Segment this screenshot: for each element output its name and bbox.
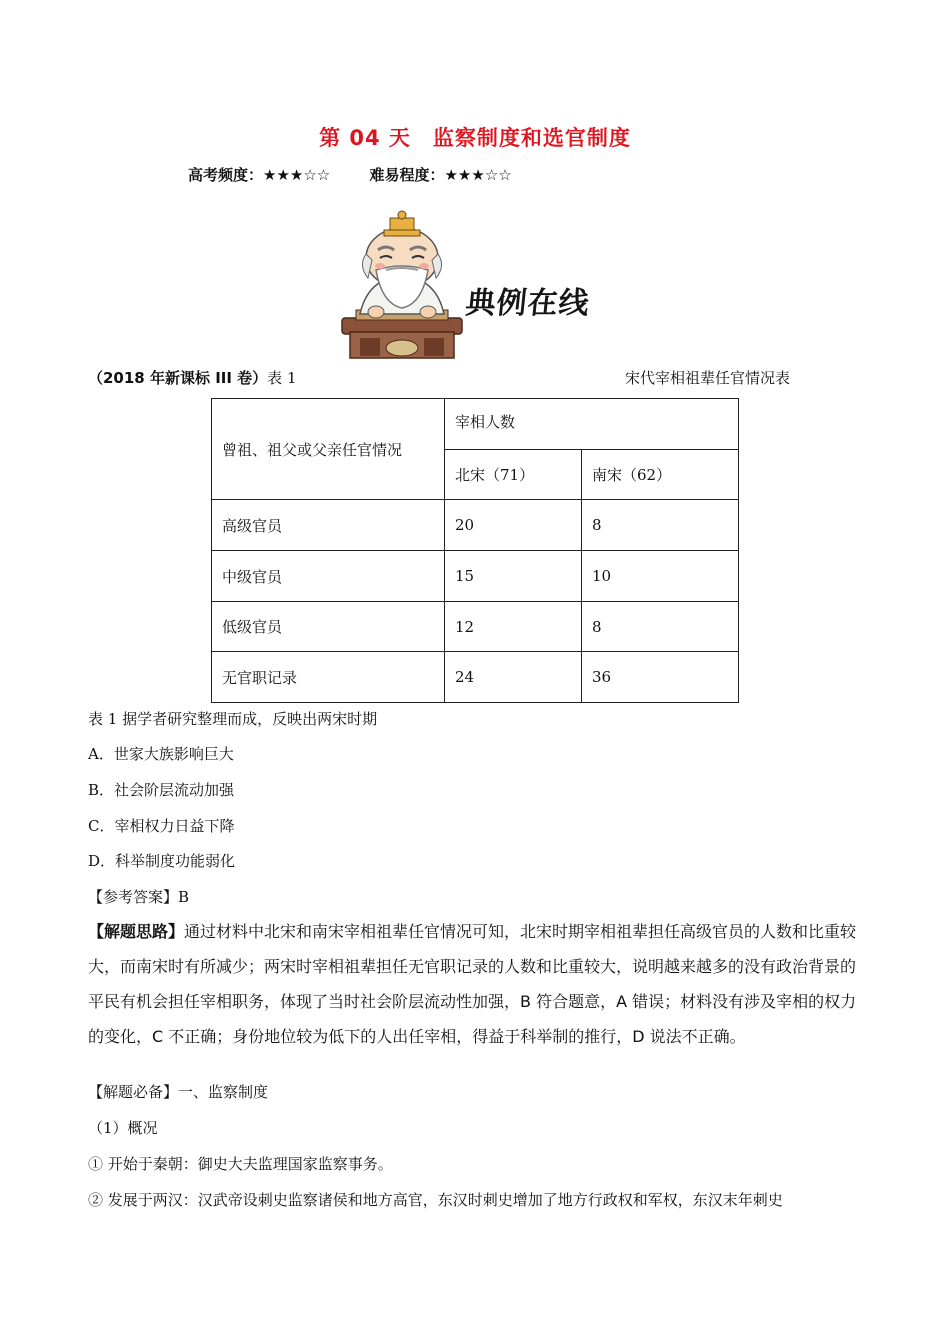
- source-suffix: 表 1: [267, 369, 297, 387]
- knowledge-label: 【解题必备】: [88, 1083, 179, 1101]
- option-c: C．宰相权力日益下降: [88, 817, 235, 835]
- knowledge-item: ② 发展于两汉：汉武帝设刺史监察诸侯和地方高官，东汉时刺史增加了地方行政权和军权，东汉末年刺史: [88, 1191, 783, 1209]
- option-a: A．世家大族影响巨大: [88, 745, 234, 763]
- knowledge-title: 一、监察制度: [178, 1083, 269, 1101]
- analysis-label: 【解题思路】: [88, 922, 185, 941]
- cell-north: 15: [445, 551, 582, 602]
- table-row: [212, 652, 739, 703]
- row-label: 中级官员: [212, 551, 445, 602]
- column-header-north: 北宋（71）: [445, 450, 582, 500]
- mascot-illustration: [338, 208, 628, 364]
- analysis-paragraph: [88, 914, 866, 1054]
- page-title: [0, 122, 950, 152]
- table-row: [212, 551, 739, 602]
- row-label: 低级官员: [212, 602, 445, 652]
- cell-south: 8: [582, 602, 739, 652]
- cell-south: 36: [582, 652, 739, 703]
- source-prefix: （2018 年新课标 III 卷）: [88, 369, 268, 387]
- row-label: 无官职记录: [212, 652, 445, 703]
- cell-north: 20: [445, 500, 582, 551]
- row-label: 高级官员: [212, 500, 445, 551]
- table-header-row: [212, 399, 739, 450]
- question-source: [88, 367, 296, 388]
- cell-south: 8: [582, 500, 739, 551]
- table-caption: 宋代宰相祖辈任官情况表: [625, 369, 791, 387]
- table-row: [212, 602, 739, 652]
- cell-south: 10: [582, 551, 739, 602]
- data-table: [211, 398, 739, 703]
- exam-frequency: 高考频度：★★★☆☆: [188, 166, 331, 184]
- group-header-cell: 宰相人数: [445, 399, 739, 450]
- option-b: B．社会阶层流动加强: [88, 781, 235, 799]
- option-d: D．科举制度功能弱化: [88, 852, 236, 870]
- row-header-cell: 曾祖、祖父或父亲任官情况: [212, 399, 445, 500]
- title-day: 第 04 天: [319, 126, 411, 150]
- answer-label: 【参考答案】: [88, 888, 179, 906]
- badge-text: 典例在线: [463, 286, 592, 321]
- knowledge-heading: [88, 1081, 268, 1102]
- question-stem: 表 1 据学者研究整理而成，反映出两宋时期: [88, 710, 378, 728]
- ratings-row: [188, 164, 512, 185]
- title-topic: 监察制度和选官制度: [432, 126, 631, 150]
- answer-value: B: [178, 888, 190, 906]
- analysis-text: 通过材料中北宋和南宋宰相祖辈任官情况可知，北宋时期宰相祖辈担任高级官员的人数和比重较大，而南宋时有所减少；两宋时宰相祖辈担任无官职记录的人数和比重较大，说明越来越多的没有政治背景的平民有机会担任宰相职务，体现了当时社会阶层流动性加强，B 符合题意，A 错误；材料没有涉及宰相的权力的变化，C 不正确；身份地位较为低下的人出任宰相，得益于科举制的推行，D 说法不正确。: [88, 922, 857, 1046]
- reference-answer: [88, 886, 189, 907]
- knowledge-subheading: （1）概况: [88, 1119, 158, 1137]
- cell-north: 24: [445, 652, 582, 703]
- cell-north: 12: [445, 602, 582, 652]
- table-row: [212, 500, 739, 551]
- difficulty-level: 难易程度：★★★☆☆: [369, 166, 512, 184]
- knowledge-item: ① 开始于秦朝：御史大夫监理国家监察事务。: [88, 1155, 393, 1173]
- column-header-south: 南宋（62）: [582, 450, 739, 500]
